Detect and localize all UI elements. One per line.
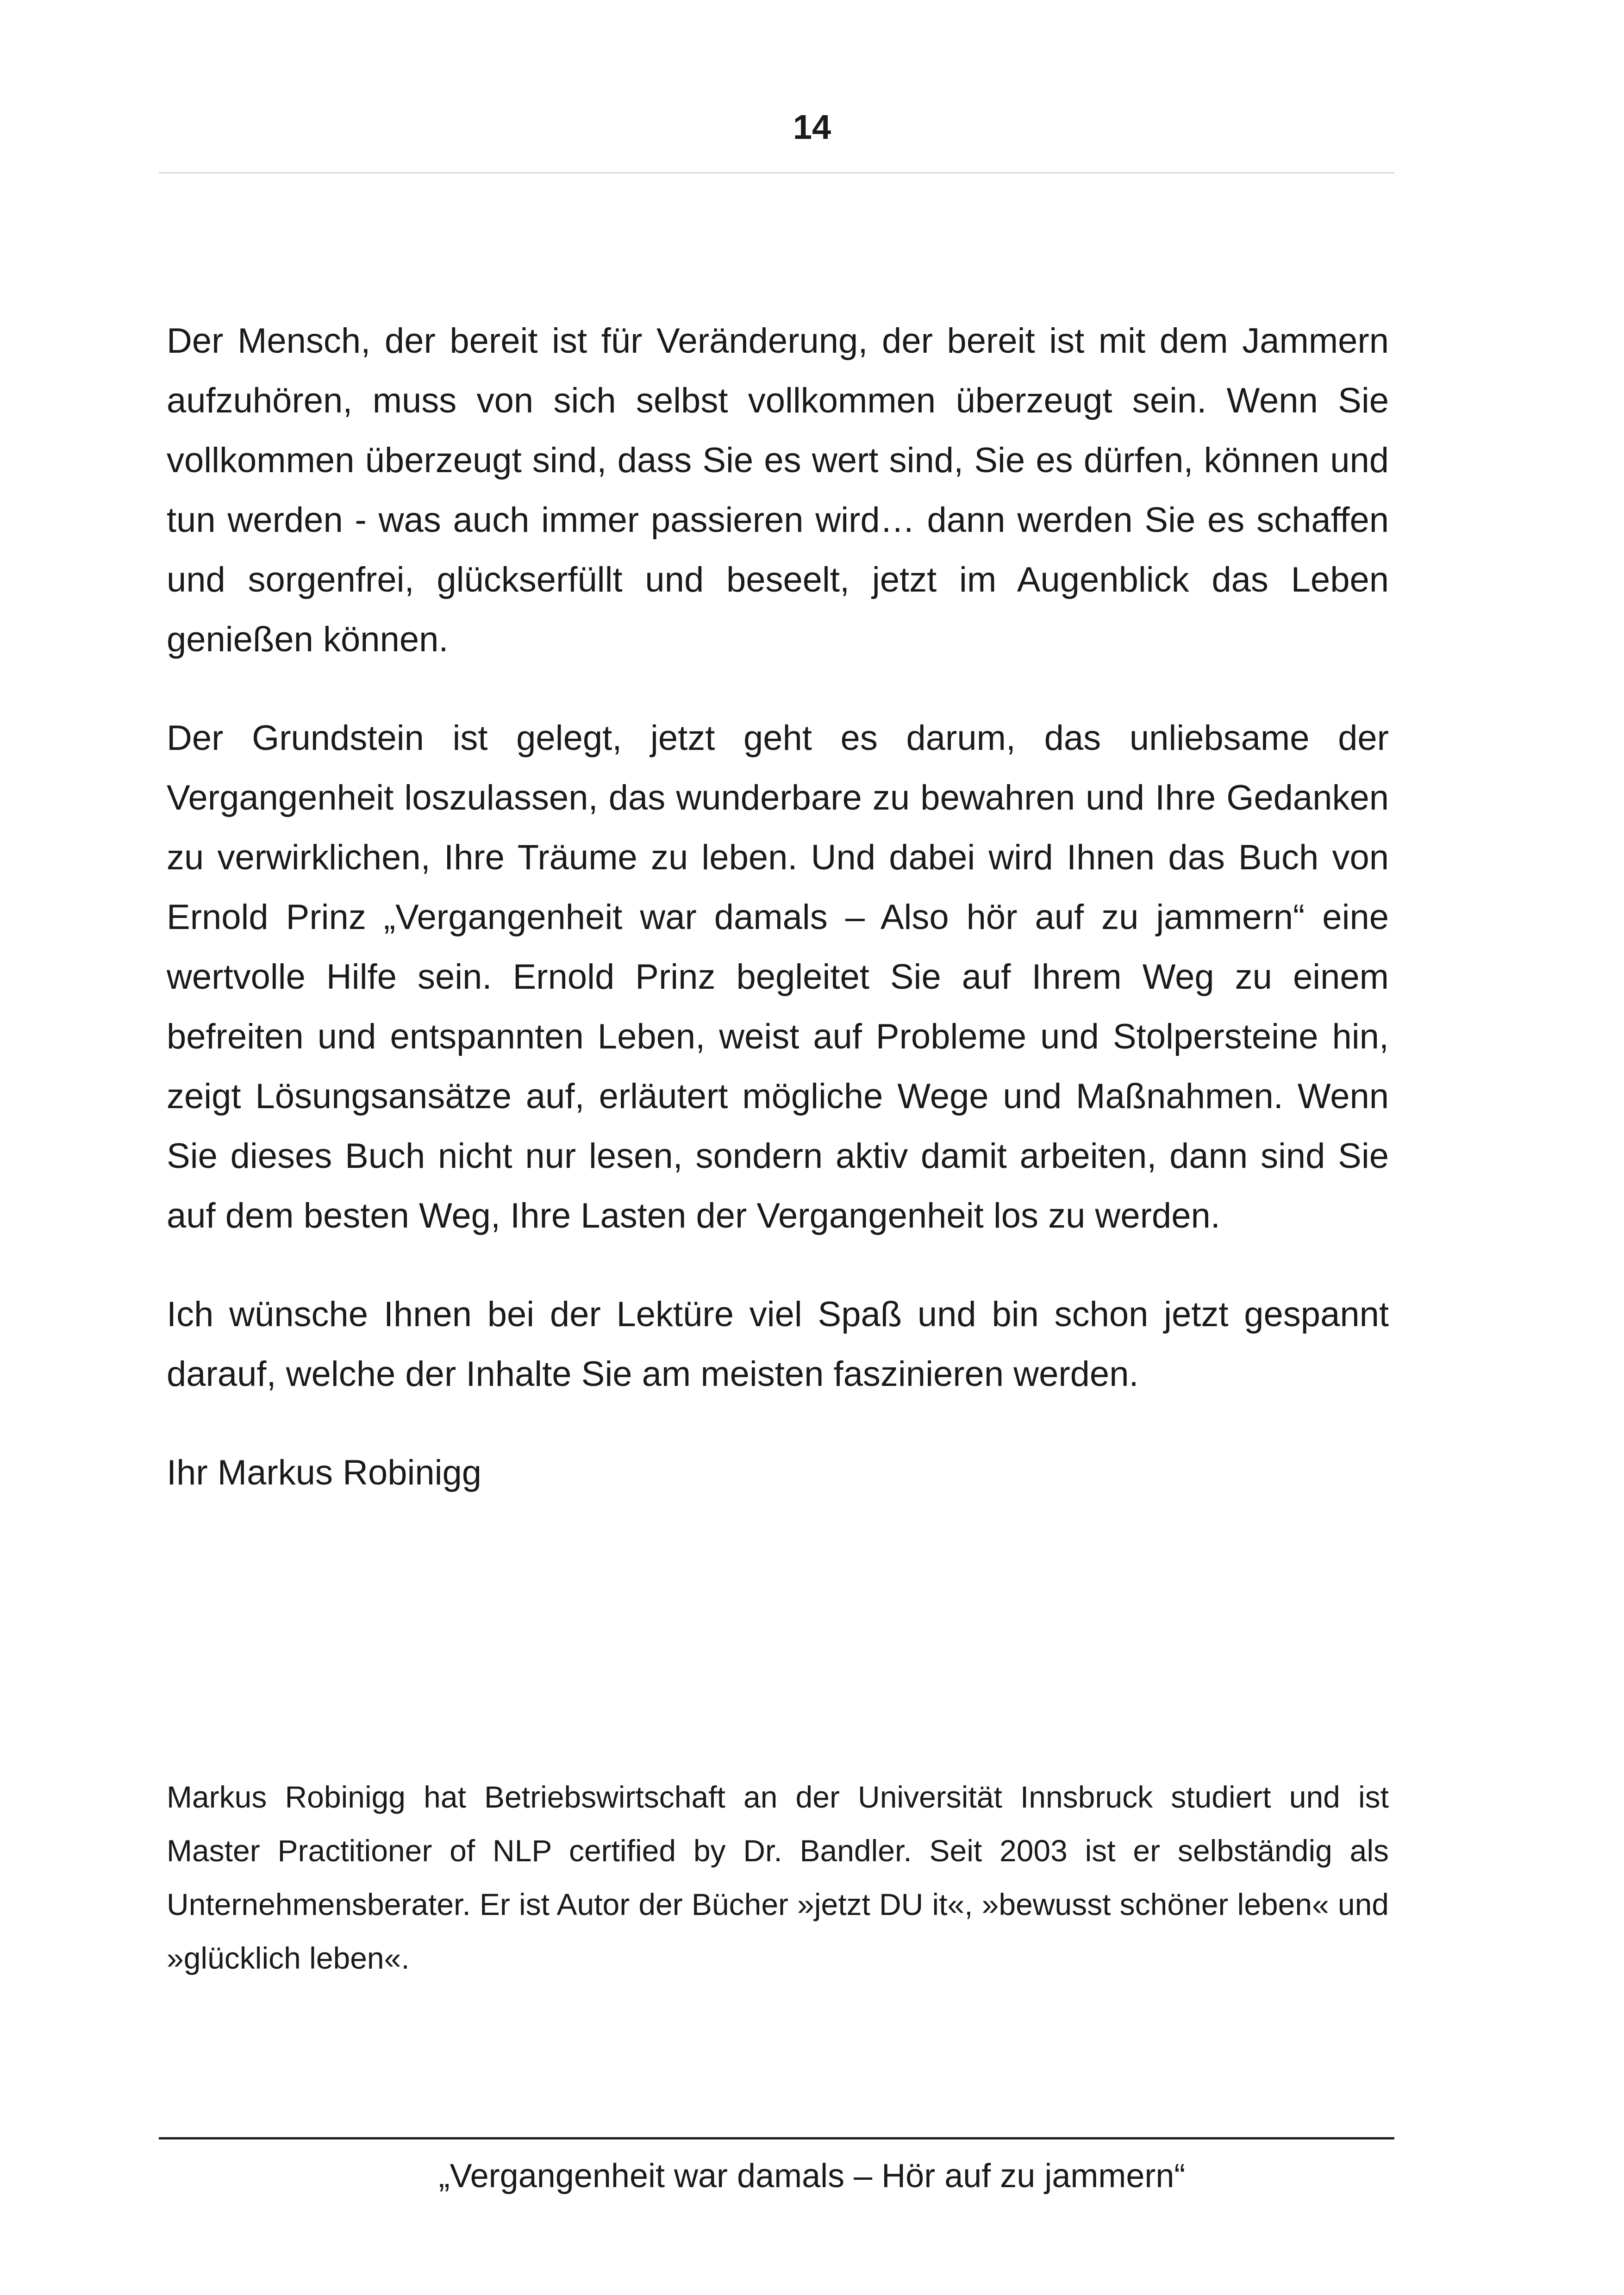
page-number: 14 — [793, 108, 831, 146]
paragraph: Der Mensch, der bereit ist für Veränderung, der bereit ist mit dem Jammern aufzuhören, muss von sich selbst vollkommen überzeugt sein. Wenn Sie vollkommen überzeugt sind, dass Sie es wert sind, Sie es dürfen, können und tun werden - was auch immer passieren wird… dann werden Sie es schaffen und sorgenfrei, glückserfüllt und beseelt, jetzt im Augenblick das Leben genießen können. — [167, 321, 1389, 659]
paragraph: Der Grundstein ist gelegt, jetzt geht es darum, das unliebsame der Vergangenheit loszulassen, das wunderbare zu bewahren und Ihre Gedanken zu verwirklichen, Ihre Träume zu leben. Und dabei wird Ihnen das Buch von Ernold Prinz „Vergangenheit war damals – Also hör auf zu jammern“ eine wertvolle Hilfe sein. Ernold Prinz begleitet Sie auf Ihrem Weg zu einem befreiten und entspannten Leben, weist auf Probleme und Stolpersteine hin, zeigt Lösungsansätze auf, erläutert mögliche Wege und Maßnahmen. Wenn Sie dieses Buch nicht nur lesen, sondern aktiv damit arbeiten, dann sind Sie auf dem besten Weg, Ihre Lasten der Vergangenheit los zu werden. — [167, 718, 1389, 1235]
header-divider — [159, 172, 1394, 174]
footer-divider — [159, 2137, 1394, 2139]
paragraph: Ich wünsche Ihnen bei der Lektüre viel Spaß und bin schon jetzt gespannt darauf, welche der Inhalte Sie am meisten faszinieren werden. — [167, 1295, 1389, 1394]
author-bio — [167, 1770, 1389, 1985]
main-text — [167, 311, 1389, 1541]
signature: Ihr Markus Robinigg — [167, 1453, 482, 1492]
footer-book-title: „Vergangenheit war damals – Hör auf zu jammern“ — [438, 2158, 1186, 2195]
author-bio-text: Markus Robinigg hat Betriebswirtschaft an der Universität Innsbruck studiert und ist Master Practitioner of NLP certified by Dr. Bandler. Seit 2003 ist er selbständig als Unternehmensberater. Er ist Autor der Bücher »jetzt DU it«, »bewusst schöner leben« und »glücklich leben«. — [167, 1780, 1389, 1975]
